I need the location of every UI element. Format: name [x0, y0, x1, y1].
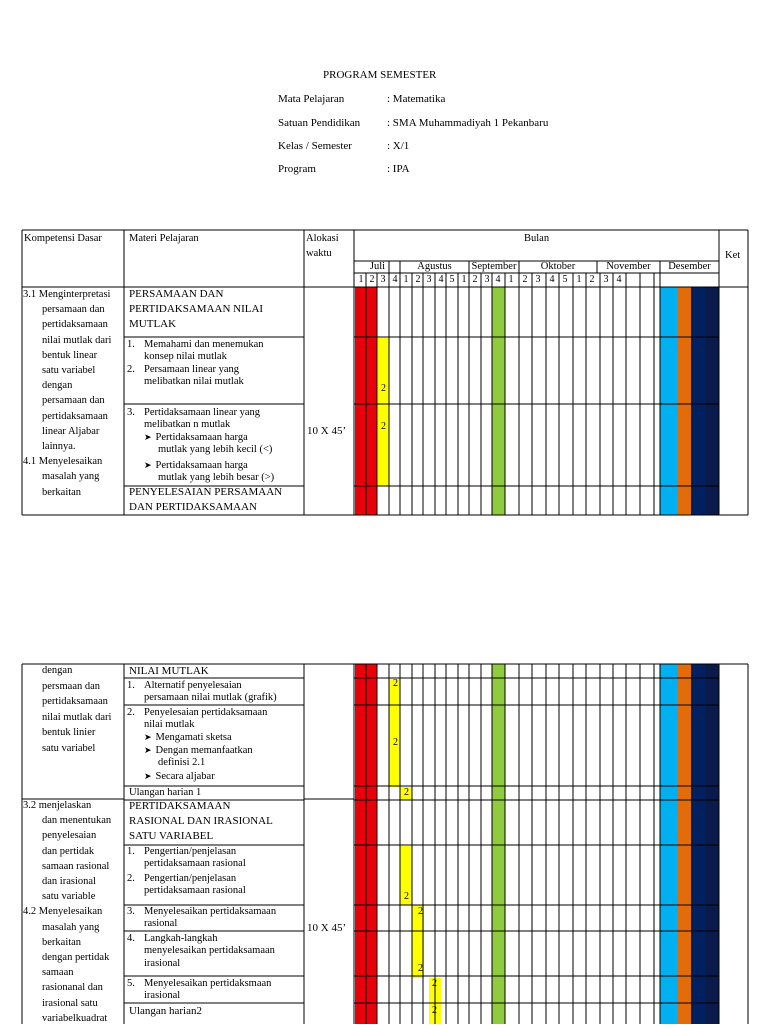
kd-line: satu variabel: [42, 365, 96, 376]
kd-line: penyelesaian: [42, 830, 97, 842]
week-label: 3: [484, 274, 490, 285]
bullet-arrow-icon: ➤ Pertidaksamaan harga: [144, 432, 248, 444]
kd-line: dan pertidak: [42, 845, 95, 857]
kd-line: satu variable: [42, 891, 96, 903]
mark-p2-b: 2: [393, 737, 398, 748]
header-materi: Materi Pelajaran: [129, 233, 199, 244]
mark-p2-a: 2: [393, 678, 398, 689]
kd-line: persamaan dan: [42, 304, 105, 316]
kd-line: berkaitan: [42, 486, 82, 498]
fill-red-week1: [355, 664, 366, 1024]
kd-line: pertidaksamaan: [42, 319, 108, 331]
fill-navy-dec: [691, 664, 706, 1024]
kd-line: satu variabel: [42, 742, 96, 754]
mark-p1-a: 2: [381, 383, 386, 394]
kd-line: lainnya.: [42, 441, 76, 452]
mark-p2-h: 2: [432, 1005, 437, 1016]
kd-line: masalah yang: [42, 471, 100, 483]
week-label: 3: [603, 274, 609, 285]
kd-line: dengan: [42, 665, 73, 676]
materi-p2-r4: Ulangan harian 1: [129, 787, 202, 798]
week-label: 2: [589, 274, 595, 285]
kd-line: dan menentukan: [42, 815, 112, 827]
kd-line: persmaan dan: [42, 680, 101, 692]
fill-red-week2: [366, 287, 377, 515]
week-label: 3: [535, 274, 541, 285]
mark-p1-b: 2: [381, 421, 386, 432]
week-label: 1: [576, 274, 582, 285]
month-juli: Juli: [369, 261, 386, 272]
info-label-satuan: Satuan Pendidikan: [278, 117, 361, 129]
week-label: 4: [392, 274, 398, 285]
kd-line: masalah yang: [42, 921, 100, 933]
month-desember: Desember: [668, 261, 711, 272]
header-alokasi: Alokasi: [306, 233, 339, 244]
fill-red-week2: [366, 664, 377, 1024]
info-value-kelas: : X/1: [387, 140, 410, 152]
month-november: November: [606, 261, 651, 272]
month-agustus: Agustus: [417, 261, 452, 272]
materi-p2-r10: Ulangan harian2: [129, 1005, 202, 1017]
fill-orange-dec: [677, 287, 691, 515]
kd-line: samaan: [42, 967, 74, 979]
fill-cyan-dec: [660, 664, 677, 1024]
bullet-arrow-icon: ➤ Mengamati sketsa: [144, 732, 232, 744]
kd-line: persamaan dan: [42, 395, 105, 407]
week-label: 1: [403, 274, 409, 285]
info-value-satuan: : SMA Muhammadiyah 1 Pekanbaru: [387, 117, 549, 129]
fill-yellow-activity: [378, 338, 389, 486]
info-label-mapel: Mata Pelajaran: [278, 93, 345, 105]
mark-p2-c: 2: [404, 787, 409, 798]
kd-line: bentuk linear: [42, 349, 98, 361]
fill-red-week1: [355, 287, 366, 515]
mark-p2-d: 2: [404, 891, 409, 902]
alokasi-p1: 10 X 45’: [307, 425, 347, 437]
week-label: 4: [495, 274, 501, 285]
week-label: 4: [616, 274, 622, 285]
page-title: PROGRAM SEMESTER: [323, 69, 437, 81]
kd-line: linear Aljabar: [42, 425, 100, 437]
mark-p2-e: 2: [418, 906, 423, 917]
info-label-program: Program: [278, 163, 316, 175]
week-label: 1: [508, 274, 514, 285]
week-label: 4: [438, 274, 444, 285]
info-label-kelas: Kelas / Semester: [278, 140, 352, 152]
mark-p2-f: 2: [418, 963, 423, 974]
week-label: 3: [426, 274, 432, 285]
kd-line: dan irasional: [42, 876, 96, 887]
kd-line: 4.1 Menyelesaikan: [23, 456, 103, 468]
week-label: 3: [380, 274, 386, 285]
kd-line: pertidaksamaan: [42, 696, 108, 707]
kd-line: samaan rasional: [42, 860, 110, 872]
kd-line: bentuk linier: [42, 727, 96, 738]
bullet-arrow-icon: ➤ Dengan memanfaatkan: [144, 745, 253, 757]
kd-line: 3.1 Menginterpretasi: [23, 289, 111, 300]
week-label: 2: [472, 274, 478, 285]
week-label: 2: [415, 274, 421, 285]
kd-line: variabelkuadrat: [42, 1012, 108, 1024]
kd-line: rasionanal dan: [42, 982, 103, 994]
header-kompetensi-dasar: Kompetensi Dasar: [24, 233, 102, 244]
info-value-program: : IPA: [387, 163, 410, 175]
week-label: 2: [522, 274, 528, 285]
fill-yellow-activity: [389, 679, 400, 787]
kd-line: dengan pertidak: [42, 952, 110, 963]
week-label: 1: [358, 274, 364, 285]
kd-line: berkaitan: [42, 936, 82, 948]
bullet-arrow-icon: ➤ Secara aljabar: [144, 771, 215, 783]
week-label: 5: [562, 274, 568, 285]
fill-orange-dec: [677, 664, 691, 1024]
kd-line: nilai mutlak dari: [42, 334, 112, 346]
mark-p2-g: 2: [432, 978, 437, 989]
month-september: September: [471, 261, 517, 272]
week-label: 2: [369, 274, 375, 285]
materi-p2-r1: NILAI MUTLAK: [129, 665, 209, 677]
kd-line: irasional satu: [42, 997, 98, 1009]
fill-green-sept: [492, 664, 505, 1024]
kd-line: 3.2 menjelaskan: [23, 800, 92, 811]
fill-darknavy-dec: [706, 664, 719, 1024]
header-ket: Ket: [725, 250, 741, 261]
fill-cyan-dec: [660, 287, 677, 515]
kd-line: dengan: [42, 380, 73, 392]
fill-navy-dec: [691, 287, 706, 515]
alokasi-p2: 10 X 45’: [307, 922, 347, 934]
kd-line: pertidaksamaan: [42, 410, 108, 422]
week-label: 4: [549, 274, 555, 285]
info-value-mapel: : Matematika: [387, 93, 446, 105]
kd-line: 4.2 Menyelesaikan: [23, 906, 103, 918]
bullet-arrow-icon: ➤ Pertidaksamaan harga: [144, 460, 248, 472]
week-label: 5: [449, 274, 455, 285]
fill-darknavy-dec: [706, 287, 719, 515]
fill-green-sept: [492, 287, 505, 515]
header-bulan: Bulan: [524, 233, 550, 244]
header-waktu: waktu: [306, 248, 332, 259]
week-label: 1: [461, 274, 467, 285]
kd-line: nilai mutlak dari: [42, 711, 112, 723]
month-oktober: Oktober: [540, 261, 576, 272]
